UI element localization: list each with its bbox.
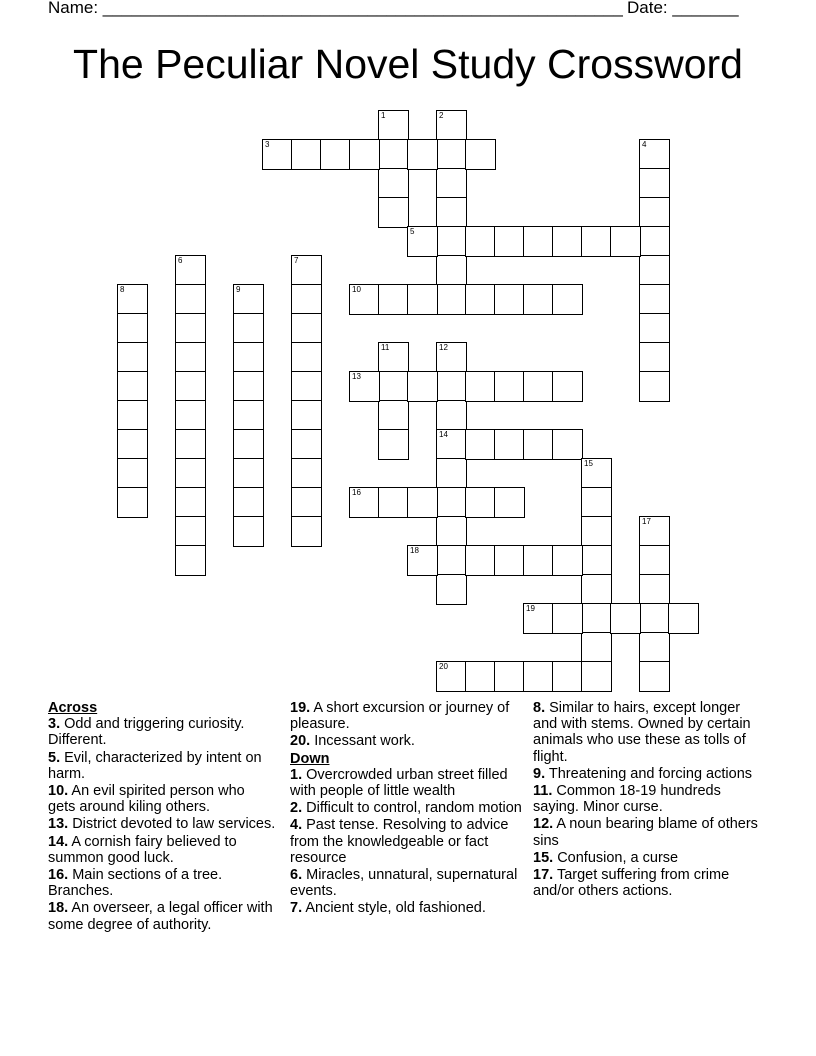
grid-cell[interactable] [233, 458, 264, 489]
grid-cell[interactable] [581, 226, 612, 257]
grid-cell[interactable] [436, 516, 467, 547]
clue-text: Similar to hairs, except longer and with stems. Owned by certain animals who use these as tolls of flight. [533, 700, 751, 765]
grid-cell[interactable] [465, 371, 496, 402]
clue-text: Common 18-19 hundreds saying. Minor curse. [533, 783, 721, 816]
clue-number: 11. [533, 783, 553, 800]
clue-down-7 [290, 900, 522, 916]
cell-number: 10 [352, 285, 361, 294]
down-heading: Down [290, 750, 330, 767]
grid-cell[interactable] [639, 661, 670, 692]
grid-cell[interactable] [378, 487, 409, 518]
grid-cell[interactable] [639, 197, 670, 228]
grid-cell[interactable] [291, 313, 322, 344]
grid-cell[interactable] [581, 632, 612, 663]
grid-cell[interactable] [494, 545, 525, 576]
clue-number: 14. [48, 833, 69, 850]
clue-down-15 [533, 850, 765, 866]
clue-number: 4. [290, 817, 303, 834]
grid-cell[interactable] [523, 284, 554, 315]
clue-text: Evil, characterized by intent on harm. [48, 749, 262, 782]
grid-cell[interactable] [175, 342, 206, 373]
cell-number: 17 [642, 517, 651, 526]
clue-text: Ancient style, old fashioned. [305, 900, 486, 917]
grid-cell[interactable] [349, 139, 380, 170]
grid-cell[interactable] [117, 487, 148, 518]
grid-cell[interactable] [581, 574, 612, 605]
grid-cell[interactable] [233, 487, 264, 518]
clue-text: Incessant work. [314, 733, 415, 750]
grid-cell[interactable] [233, 429, 264, 460]
clue-number: 9. [533, 765, 546, 782]
grid-cell[interactable] [552, 284, 583, 315]
grid-cell[interactable] [494, 429, 525, 460]
grid-cell[interactable] [523, 661, 554, 692]
clue-number: 3. [48, 716, 61, 733]
grid-cell[interactable] [378, 371, 409, 402]
clue-text: Main sections of a tree. Branches. [48, 867, 223, 900]
grid-cell[interactable] [175, 516, 206, 547]
clue-text: Difficult to control, random motion [306, 800, 522, 817]
cell-number: 18 [410, 546, 419, 555]
grid-cell[interactable] [407, 226, 438, 257]
grid-cell[interactable] [436, 226, 467, 257]
grid-cell[interactable] [552, 226, 583, 257]
clue-number: 16. [48, 867, 69, 884]
grid-cell[interactable] [175, 284, 206, 315]
grid-cell[interactable] [436, 661, 467, 692]
grid-cell[interactable] [407, 545, 438, 576]
grid-cell[interactable] [233, 371, 264, 402]
grid-cell[interactable] [494, 371, 525, 402]
clue-down-8 [533, 700, 765, 765]
cell-number: 14 [439, 430, 448, 439]
grid-cell[interactable] [581, 661, 612, 692]
grid-cell[interactable] [639, 284, 670, 315]
grid-cell[interactable] [320, 139, 351, 170]
grid-cell[interactable] [581, 487, 612, 518]
clue-number: 12. [533, 816, 554, 833]
clue-number: 5. [48, 749, 61, 766]
grid-cell[interactable] [494, 661, 525, 692]
grid-cell[interactable] [117, 342, 148, 373]
grid-cell[interactable] [581, 516, 612, 547]
clue-number: 20. [290, 733, 311, 750]
grid-cell[interactable] [436, 400, 467, 431]
grid-cell[interactable] [378, 342, 409, 373]
clue-text: District devoted to law services. [72, 816, 276, 833]
grid-cell[interactable] [117, 371, 148, 402]
grid-cell[interactable] [552, 603, 583, 634]
cell-number: 7 [294, 256, 299, 265]
grid-cell[interactable] [378, 400, 409, 431]
grid-cell[interactable] [639, 313, 670, 344]
grid-cell[interactable] [233, 516, 264, 547]
clue-number: 8. [533, 700, 546, 716]
cell-number: 3 [265, 140, 270, 149]
grid-cell[interactable] [465, 284, 496, 315]
grid-cell[interactable] [639, 342, 670, 373]
grid-cell[interactable] [262, 139, 293, 170]
grid-cell[interactable] [581, 545, 612, 576]
clue-text: Confusion, a curse [557, 849, 679, 866]
clue-down-9 [533, 766, 765, 782]
cell-number: 9 [236, 285, 241, 294]
cell-number: 20 [439, 662, 448, 671]
grid-cell[interactable] [465, 545, 496, 576]
grid-cell[interactable] [494, 487, 525, 518]
grid-cell[interactable] [436, 429, 467, 460]
clue-text: Threatening and forcing actions [548, 765, 753, 782]
grid-cell[interactable] [291, 371, 322, 402]
grid-cell[interactable] [639, 139, 670, 170]
grid-cell[interactable] [175, 487, 206, 518]
clue-across-20 [290, 733, 522, 749]
grid-cell[interactable] [175, 545, 206, 576]
grid-cell[interactable] [436, 255, 467, 286]
grid-cell[interactable] [610, 603, 641, 634]
grid-cell[interactable] [639, 545, 670, 576]
grid-cell[interactable] [465, 487, 496, 518]
grid-cell[interactable] [407, 487, 438, 518]
cell-number: 5 [410, 227, 415, 236]
cell-number: 15 [584, 459, 593, 468]
clue-down-1 [290, 767, 522, 799]
date-field[interactable]: Date: _______ [627, 0, 739, 17]
grid-cell[interactable] [639, 168, 670, 199]
grid-cell[interactable] [639, 574, 670, 605]
grid-cell[interactable] [291, 139, 322, 170]
grid-cell[interactable] [407, 284, 438, 315]
cell-number: 11 [381, 343, 390, 352]
cell-number: 8 [120, 285, 125, 294]
grid-cell[interactable] [552, 545, 583, 576]
cell-number: 19 [526, 604, 535, 613]
grid-cell[interactable] [378, 139, 409, 170]
clue-text: Miracles, unnatural, supernatural events. [290, 867, 518, 900]
grid-cell[interactable] [436, 458, 467, 489]
grid-cell[interactable] [291, 487, 322, 518]
grid-cell[interactable] [436, 168, 467, 199]
grid-cell[interactable] [552, 371, 583, 402]
grid-cell[interactable] [639, 371, 670, 402]
clue-across-5 [48, 750, 276, 782]
clue-text: A short excursion or journey of pleasure. [290, 700, 510, 733]
clue-down-4 [290, 817, 522, 866]
grid-cell[interactable] [581, 458, 612, 489]
grid-cell[interactable] [436, 197, 467, 228]
clue-number: 1. [290, 766, 303, 783]
clues-column-3 [533, 700, 765, 900]
grid-cell[interactable] [407, 139, 438, 170]
grid-cell[interactable] [233, 284, 264, 315]
cell-number: 13 [352, 372, 361, 381]
grid-cell[interactable] [639, 255, 670, 286]
clue-text: Target suffering from crime and/or others actions. [533, 867, 730, 900]
clue-number: 7. [290, 900, 303, 917]
clue-text: Past tense. Resolving to advice from the knowledgeable or fact resource [290, 817, 509, 866]
clue-across-10 [48, 783, 276, 815]
grid-cell[interactable] [639, 516, 670, 547]
grid-cell[interactable] [552, 661, 583, 692]
clue-text: An evil spirited person who gets around kiling others. [48, 783, 245, 816]
grid-cell[interactable] [117, 400, 148, 431]
cell-number: 6 [178, 256, 183, 265]
clue-across-18 [48, 900, 276, 932]
grid-cell[interactable] [436, 371, 467, 402]
grid-cell[interactable] [523, 429, 554, 460]
grid-cell[interactable] [378, 168, 409, 199]
grid-cell[interactable] [291, 516, 322, 547]
grid-cell[interactable] [378, 284, 409, 315]
grid-cell[interactable] [610, 226, 641, 257]
grid-cell[interactable] [117, 313, 148, 344]
clue-across-13 [48, 816, 276, 832]
clue-text: An overseer, a legal officer with some degree of authority. [48, 900, 273, 933]
grid-cell[interactable] [291, 400, 322, 431]
cell-number: 1 [381, 111, 386, 120]
clue-text: Odd and triggering curiosity. Different. [48, 716, 245, 749]
grid-cell[interactable] [233, 342, 264, 373]
grid-cell[interactable] [436, 342, 467, 373]
grid-cell[interactable] [436, 284, 467, 315]
clue-number: 2. [290, 800, 303, 817]
grid-cell[interactable] [436, 574, 467, 605]
clues-column-1 [48, 700, 276, 934]
clue-down-2 [290, 800, 522, 816]
clues-column-2 [290, 700, 522, 918]
grid-cell[interactable] [117, 429, 148, 460]
grid-cell[interactable] [465, 661, 496, 692]
grid-cell[interactable] [349, 487, 380, 518]
grid-cell[interactable] [465, 429, 496, 460]
clue-across-19 [290, 700, 522, 732]
grid-cell[interactable] [291, 342, 322, 373]
grid-cell[interactable] [291, 429, 322, 460]
grid-cell[interactable] [465, 139, 496, 170]
grid-cell[interactable] [668, 603, 699, 634]
grid-cell[interactable] [639, 603, 670, 634]
grid-cell[interactable] [291, 255, 322, 286]
cell-number: 16 [352, 488, 361, 497]
clue-across-16 [48, 867, 276, 899]
grid-cell[interactable] [494, 284, 525, 315]
grid-cell[interactable] [378, 197, 409, 228]
across-heading: Across [48, 700, 98, 716]
grid-cell[interactable] [523, 545, 554, 576]
clue-text: A noun bearing blame of others sins [533, 816, 758, 849]
cell-number: 2 [439, 111, 444, 120]
grid-cell[interactable] [175, 255, 206, 286]
clue-text: A cornish fairy believed to summon good luck. [48, 833, 237, 866]
clue-number: 13. [48, 816, 69, 833]
clue-number: 6. [290, 867, 303, 884]
grid-cell[interactable] [233, 400, 264, 431]
grid-cell[interactable] [378, 110, 409, 141]
grid-cell[interactable] [349, 284, 380, 315]
grid-cell[interactable] [494, 226, 525, 257]
cell-number: 12 [439, 343, 448, 352]
clue-number: 10. [48, 783, 69, 800]
clue-number: 18. [48, 900, 69, 917]
clue-down-12 [533, 816, 765, 848]
clue-down-17 [533, 867, 765, 899]
clue-number: 17. [533, 867, 554, 884]
clue-across-14 [48, 834, 276, 866]
grid-cell[interactable] [378, 429, 409, 460]
clue-number: 15. [533, 849, 554, 866]
clue-down-6 [290, 867, 522, 899]
grid-cell[interactable] [407, 371, 438, 402]
name-field[interactable]: Name: _______________________________________________________ [48, 0, 623, 17]
page-title: The Peculiar Novel Study Crossword [73, 41, 743, 87]
grid-cell[interactable] [581, 603, 612, 634]
grid-cell[interactable] [436, 139, 467, 170]
grid-cell[interactable] [436, 487, 467, 518]
grid-cell[interactable] [233, 313, 264, 344]
grid-cell[interactable] [349, 371, 380, 402]
grid-cell[interactable] [523, 603, 554, 634]
grid-cell[interactable] [175, 400, 206, 431]
clue-number: 19. [290, 700, 311, 716]
grid-cell[interactable] [291, 284, 322, 315]
grid-cell[interactable] [175, 371, 206, 402]
grid-cell[interactable] [523, 371, 554, 402]
grid-cell[interactable] [436, 545, 467, 576]
cell-number: 4 [642, 140, 647, 149]
grid-cell[interactable] [175, 429, 206, 460]
grid-cell[interactable] [552, 429, 583, 460]
clue-text: Overcrowded urban street filled with people of little wealth [290, 766, 508, 800]
grid-cell[interactable] [639, 632, 670, 663]
grid-cell[interactable] [175, 313, 206, 344]
grid-cell[interactable] [117, 284, 148, 315]
grid-cell[interactable] [436, 110, 467, 141]
grid-cell[interactable] [639, 226, 670, 257]
grid-cell[interactable] [291, 458, 322, 489]
clue-down-11 [533, 783, 765, 815]
clue-across-3 [48, 716, 276, 748]
grid-cell[interactable] [523, 226, 554, 257]
grid-cell[interactable] [175, 458, 206, 489]
grid-cell[interactable] [465, 226, 496, 257]
grid-cell[interactable] [117, 458, 148, 489]
